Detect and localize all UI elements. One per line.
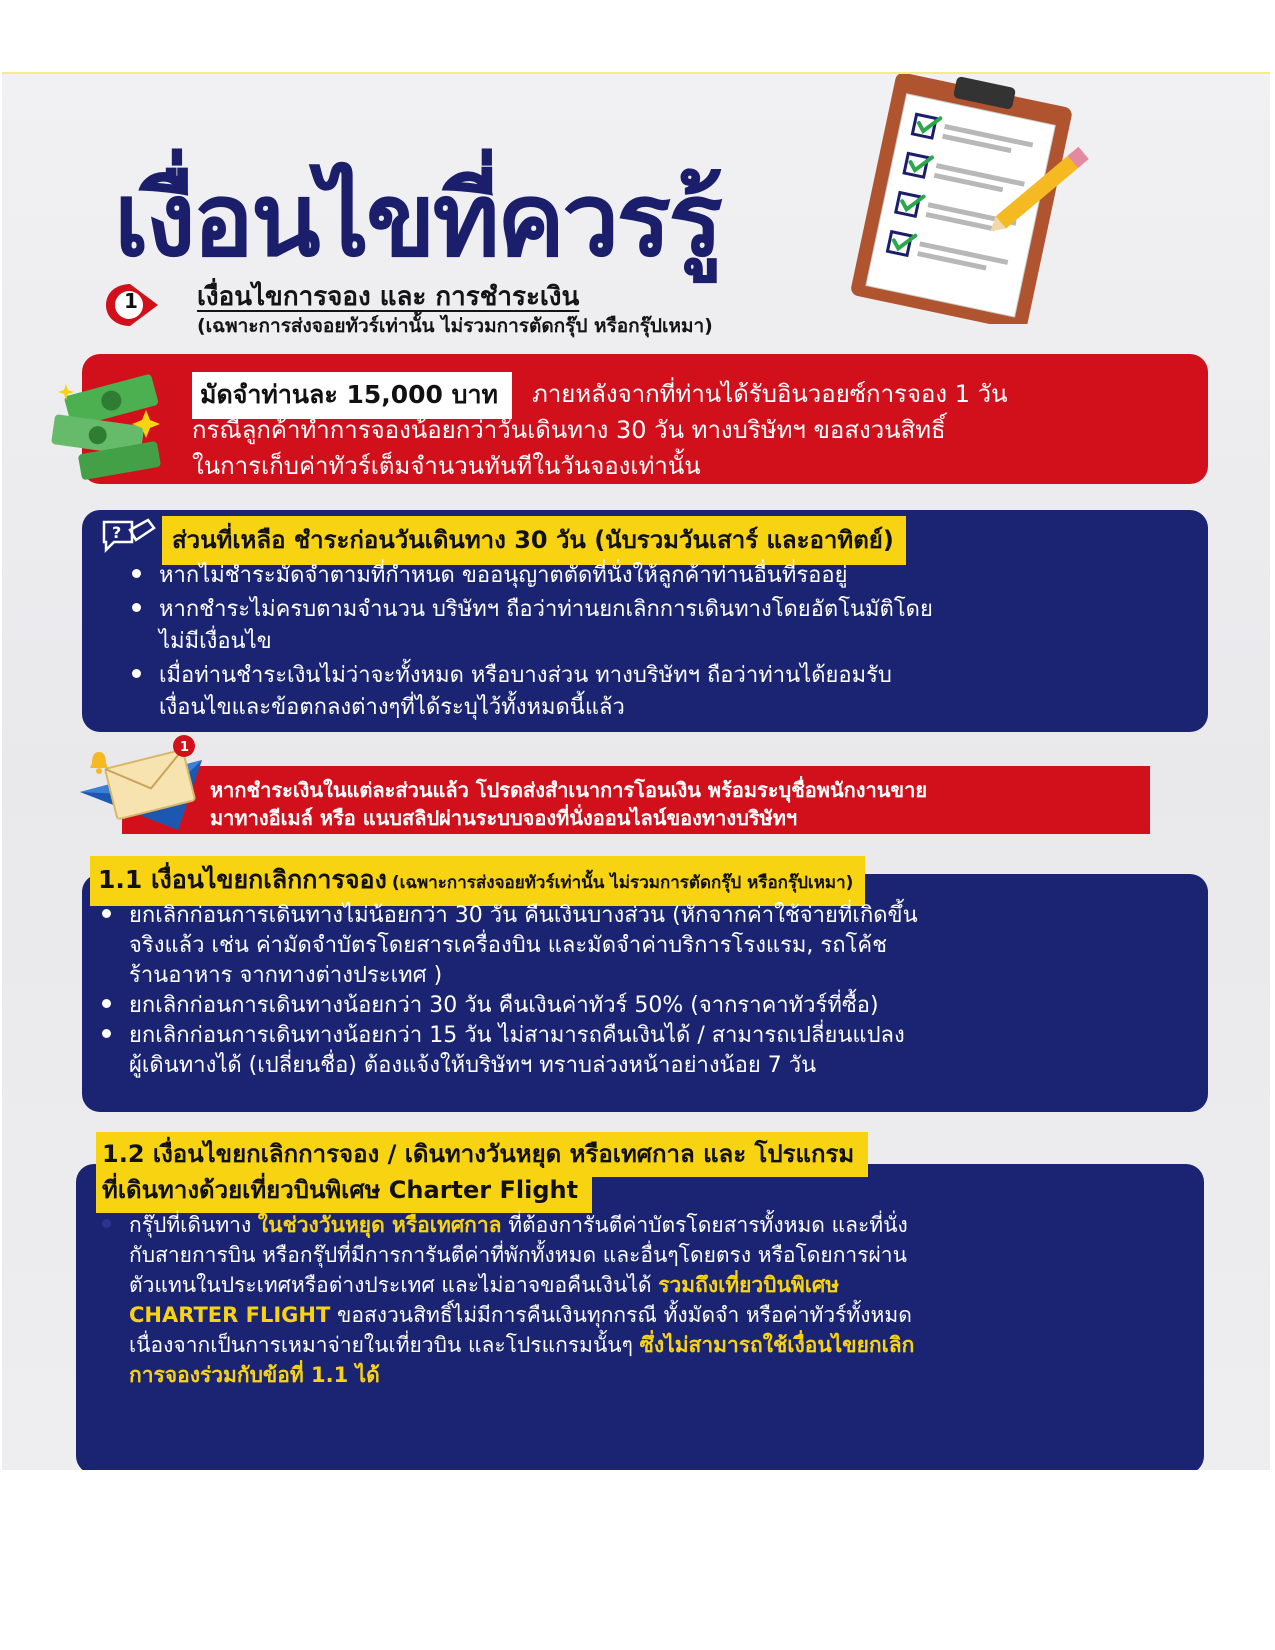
paragraph-line: เนื่องจากเป็นการเหมาจ่ายในเที่ยวบิน และโปรแกรมนั้นๆ ซึ่งไม่สามารถใช้เงื่อนไขยกเลิก [129, 1333, 915, 1357]
holiday-charter-title: 1.2 เงื่อนไขยกเลิกการจอง / เดินทางวันหยุด หรือเทศกาล และ โปรแกรม [96, 1132, 868, 1177]
remaining-payment-label: ส่วนที่เหลือ ชำระก่อนวันเดินทาง 30 วัน (นับรวมวันเสาร์ และอาทิตย์) [162, 516, 906, 565]
pencil-icon [978, 132, 1108, 242]
list-item: หากไม่ชำระมัดจำตามที่กำหนด ขออนุญาตตัดที่นั่งให้ลูกค้าท่านอื่นที่รออยู่ [132, 560, 847, 592]
chat-question-icon [100, 516, 158, 558]
paragraph-line: ตัวแทนในประเทศหรือต่างประเทศ และไม่อาจขอคืนเงินได้ รวมถึงเที่ยวบินพิเศษ [129, 1273, 840, 1297]
envelope-notification-icon [74, 734, 214, 834]
section-number: 1 [124, 289, 138, 313]
list-item: หากชำระไม่ครบตามจำนวน บริษัทฯ ถือว่าท่านยกเลิกการเดินทางโดยอัตโนมัติโดย [132, 594, 933, 626]
list-item: ยกเลิกก่อนการเดินทางน้อยกว่า 30 วัน คืนเงินค่าทัวร์ 50% (จากราคาทัวร์ที่ซื้อ) [102, 990, 879, 1022]
page-title: เงื่อนไขที่ควรรู้ [114, 161, 720, 280]
holiday-charter-title: ที่เดินทางด้วยเที่ยวบินพิเศษ Charter Flight [96, 1168, 592, 1213]
notification-count: 1 [180, 740, 190, 755]
list-item: ยกเลิกก่อนการเดินทางน้อยกว่า 15 วัน ไม่สามารถคืนเงินได้ / สามารถเปลี่ยนแปลง [102, 1020, 905, 1052]
paragraph-line: การจองร่วมกับข้อที่ 1.1 ได้ [129, 1363, 380, 1387]
list-item-continued: จริงแล้ว เช่น ค่ามัดจำบัตรโดยสารเครื่องบิน และมัดจำค่าบริการโรงแรม, รถโค้ช [129, 933, 888, 958]
paragraph-line: กรุ๊ปที่เดินทาง ในช่วงวันหยุด หรือเทศกาล ที่ต้องการันตีค่าบัตรโดยสารทั้งหมด และที่นั่ง [102, 1210, 908, 1240]
cancellation-title: 1.1 เงื่อนไขยกเลิกการจอง [98, 865, 387, 894]
deposit-text-line: ภายหลังจากที่ท่านได้รับอินวอยซ์การจอง 1 วัน [532, 380, 1008, 408]
section-title: เงื่อนไขการจอง และ การชำระเงิน [197, 282, 580, 312]
money-icon [46, 370, 176, 480]
deposit-text-line: ในการเก็บค่าทัวร์เต็มจำนวนทันทีในวันจองเท่านั้น [192, 452, 701, 480]
paragraph-line: กับสายการบิน หรือกรุ๊ปที่มีการการันตีค่าที่พักทั้งหมด และอื่นๆโดยตรง หรือโดยการผ่าน [129, 1243, 907, 1267]
email-notice-line: มาทางอีเมล์ หรือ แนบสลิปผ่านระบบจองที่นั่งออนไลน์ของทางบริษัทฯ [210, 806, 798, 830]
list-item-continued: ร้านอาหาร จากทางต่างประเทศ ) [129, 963, 443, 988]
poster [2, 72, 1270, 1470]
section-subtitle: (เฉพาะการส่งจอยทัวร์เท่านั้น ไม่รวมการตัดกรุ๊ป หรือกรุ๊ปเหมา) [197, 315, 713, 337]
paragraph-line: CHARTER FLIGHT ขอสงวนสิทธิ์ไม่มีการคืนเงินทุกกรณี ทั้งมัดจำ หรือค่าทัวร์ทั้งหมด [129, 1303, 912, 1327]
deposit-amount-label: มัดจำท่านละ 15,000 บาท [192, 372, 512, 419]
bell-icon [88, 750, 110, 774]
list-item: ยกเลิกก่อนการเดินทางไม่น้อยกว่า 30 วัน คืนเงินบางส่วน (หักจากค่าใช้จ่ายที่เกิดขึ้น [102, 900, 918, 932]
list-item-continued: ไม่มีเงื่อนไข [159, 629, 272, 654]
list-item: เมื่อท่านชำระเงินไม่ว่าจะทั้งหมด หรือบางส่วน ทางบริษัทฯ ถือว่าท่านได้ยอมรับ [132, 660, 892, 692]
cancellation-heading [90, 856, 865, 906]
svg-text:?: ? [112, 523, 122, 542]
deposit-text-line: กรณีลูกค้าทำการจองน้อยกว่าวันเดินทาง 30 วัน ทางบริษัทฯ ขอสงวนสิทธิ์ [192, 416, 946, 444]
list-item-continued: ผู้เดินทางได้ (เปลี่ยนชื่อ) ต้องแจ้งให้บริษัทฯ ทราบล่วงหน้าอย่างน้อย 7 วัน [129, 1053, 817, 1078]
list-item-continued: เงื่อนไขและข้อตกลงต่างๆที่ได้ระบุไว้ทั้งหมดนี้แล้ว [159, 695, 625, 720]
cancellation-note: (เฉพาะการส่งจอยทัวร์เท่านั้น ไม่รวมการตัดกรุ๊ป หรือกรุ๊ปเหมา) [391, 873, 854, 893]
email-notice-line: หากชำระเงินในแต่ละส่วนแล้ว โปรดส่งสำเนาการโอนเงิน พร้อมระบุชื่อพนักงานขาย [210, 778, 928, 802]
